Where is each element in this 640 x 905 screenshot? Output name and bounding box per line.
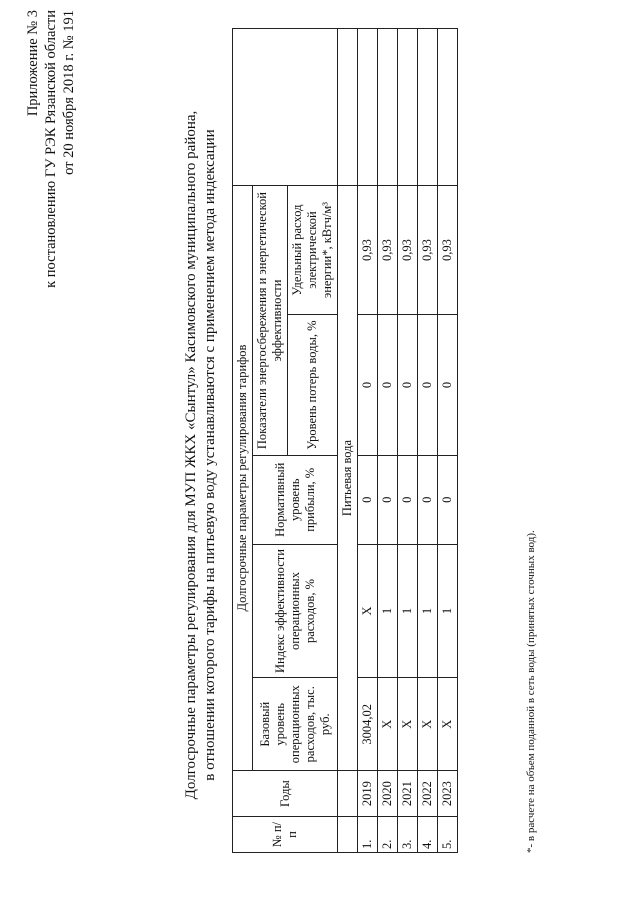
cell-year: 2022 [418,770,438,816]
cell-index: 1 [418,544,438,678]
section-label: Питьевая вода [338,186,358,771]
cell-specific: 0,93 [438,186,458,315]
cell-index: 1 [438,544,458,678]
cell-loss: 0 [438,315,458,456]
cell-year: 2021 [398,770,418,816]
cell-specific: 0,93 [378,186,398,315]
cell-profit: 0 [438,456,458,545]
cell-num: 3. [398,817,418,853]
parameters-table [232,28,458,853]
col-header-empty [233,29,338,186]
cell-num: 4. [418,817,438,853]
appendix-number: Приложение № 3 [25,10,41,117]
cell-index: 1 [378,544,398,678]
section-row [338,29,358,853]
cell-profit: 0 [418,456,438,545]
table-row [378,29,398,853]
cell-num: 5. [438,817,458,853]
cell-num: 2. [378,817,398,853]
cell-year: 2020 [378,770,398,816]
col-header-profit: Нормативный уровень прибыли, % [253,456,338,545]
header-row-1 [233,29,253,853]
cell-year: 2023 [438,770,458,816]
cell-base: X [438,678,458,770]
col-header-base: Базовый уровень операционных расходов, тыс. руб. [253,678,338,770]
group-header: Долгосрочные параметры регулирования тарифов [233,186,253,771]
cell-index: 1 [398,544,418,678]
cell-loss: 0 [418,315,438,456]
document-title [182,65,220,845]
table-row [418,29,438,853]
cell-num: 1. [358,817,378,853]
title-line-2: в отношении которого тарифы на питьевую воду устанавливаются с применением метода индексации [202,129,218,781]
cell-specific: 0,93 [398,186,418,315]
footnote: *- в расчете на объем поданной в сеть воды (принятых сточных вод). [525,530,537,853]
cell-base: 3004,02 [358,678,378,770]
table-row [398,29,418,853]
cell-profit: 0 [358,456,378,545]
cell-specific: 0,93 [358,186,378,315]
cell-profit: 0 [378,456,398,545]
appendix-date: от 20 ноября 2018 г. № 191 [61,10,77,175]
cell-loss: 0 [358,315,378,456]
cell-loss: 0 [378,315,398,456]
table-row [358,29,378,853]
cell-profit: 0 [398,456,418,545]
col-header-num: № п/п [233,817,338,853]
cell-base: X [378,678,398,770]
cell-loss: 0 [398,315,418,456]
cell-year: 2019 [358,770,378,816]
appendix-header [24,10,78,370]
col-header-loss: Уровень потерь воды, % [288,315,338,456]
title-line-1: Долгосрочные параметры регулирования для МУП ЖКХ «Сынтул» Касимовского муниципального района, [183,110,199,800]
cell-base: X [398,678,418,770]
col-header-index: Индекс эффективности операционных расходов, % [253,544,338,678]
col-header-specific: Удельный расход электрической энергии*, кВтч/м³ [288,186,338,315]
cell-specific: 0,93 [418,186,438,315]
cell-index: X [358,544,378,678]
cell-base: X [418,678,438,770]
col-header-year: Годы [233,770,338,816]
table-row [438,29,458,853]
appendix-resolution: к постановлению ГУ РЭК Рязанской области [43,10,59,288]
subgroup-header: Показатели энергосбережения и энергетической эффективности [253,186,288,456]
